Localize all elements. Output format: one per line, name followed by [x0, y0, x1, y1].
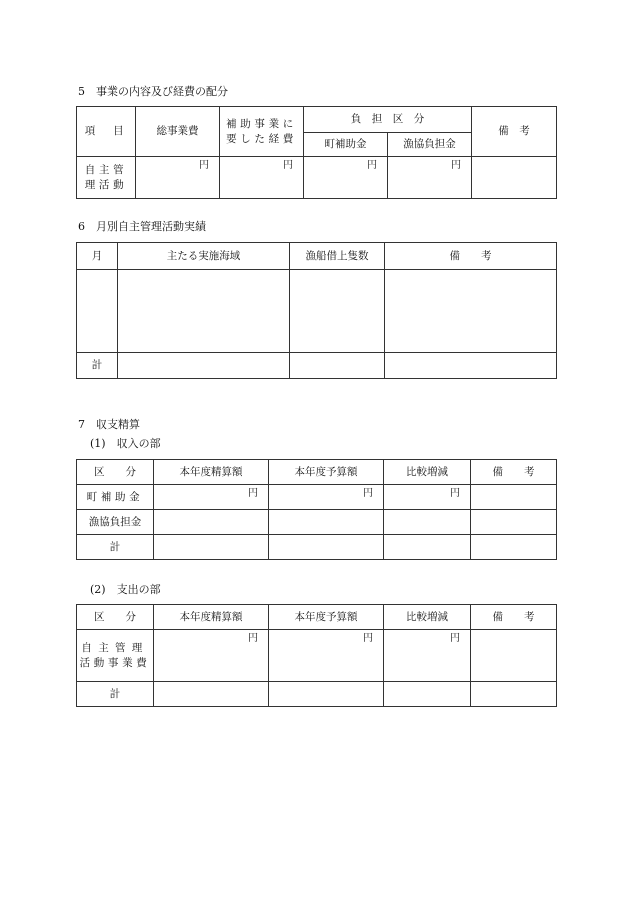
total-settled: [154, 682, 269, 707]
total-label: 計: [77, 535, 154, 560]
total-area: [118, 353, 290, 379]
header-remarks: 備 考: [472, 107, 557, 157]
cell-area: [118, 270, 290, 353]
header-diff: 比較増減: [384, 460, 471, 485]
expense-subtitle: (2) 支出の部: [90, 583, 161, 596]
header-category: 区 分: [77, 460, 154, 485]
budget-allocation-table: [76, 106, 557, 199]
section7-title: 7 収支精算: [78, 418, 140, 431]
cell-month: [77, 270, 118, 353]
row-fishery-share: 漁協負担金: [77, 510, 154, 535]
row-self-management-expense: [77, 630, 154, 682]
expense-table: [76, 604, 557, 707]
total-budget: [269, 682, 384, 707]
cell-remarks: [471, 630, 557, 682]
income-table: [76, 459, 557, 560]
total-label: 計: [77, 353, 118, 379]
cell-budget: 円: [269, 630, 384, 682]
header-subsidized-cost: [220, 107, 304, 157]
cell-diff: [384, 510, 471, 535]
total-label: 計: [77, 682, 154, 707]
row-label-line2: 活動事業費: [79, 656, 151, 669]
cell-settled: 円: [154, 485, 269, 510]
header-fishery-share: 漁協負担金: [388, 133, 472, 157]
cell-settled: [154, 510, 269, 535]
row-label-line1: 自主管: [84, 164, 128, 177]
header-subsidized-cost-line2: 要した経費: [226, 132, 297, 145]
row-town-subsidy: 町補助金: [77, 485, 154, 510]
total-diff: [384, 682, 471, 707]
header-total-cost: 総事業費: [136, 107, 220, 157]
header-remarks: 備 考: [471, 605, 557, 630]
header-town-subsidy: 町補助金: [304, 133, 388, 157]
header-category: 区 分: [77, 605, 154, 630]
total-boats: [290, 353, 385, 379]
monthly-activity-table: [76, 242, 557, 379]
cell-remarks: [471, 485, 557, 510]
cell-town-subsidy: 円: [304, 157, 388, 199]
cell-settled: 円: [154, 630, 269, 682]
header-budget: 本年度予算額: [269, 460, 384, 485]
cell-remarks: [472, 157, 557, 199]
cell-total-cost: 円: [136, 157, 220, 199]
header-settled: 本年度精算額: [154, 460, 269, 485]
cell-boats: [290, 270, 385, 353]
header-boats: 漁船借上隻数: [290, 243, 385, 270]
header-item: 項 目: [77, 107, 136, 157]
income-subtitle: (1) 収入の部: [90, 437, 161, 450]
cell-budget: 円: [269, 485, 384, 510]
row-label-self-management: [77, 157, 136, 199]
section5-title: 5 事業の内容及び経費の配分: [78, 85, 228, 98]
cell-fishery-share: 円: [388, 157, 472, 199]
header-remarks: 備 考: [471, 460, 557, 485]
total-diff: [384, 535, 471, 560]
header-burden: 負 担 区 分: [304, 107, 472, 133]
total-remarks: [385, 353, 557, 379]
header-subsidized-cost-line1: 補助事業に: [226, 118, 297, 131]
cell-remarks: [471, 510, 557, 535]
header-budget: 本年度予算額: [269, 605, 384, 630]
header-settled: 本年度精算額: [154, 605, 269, 630]
header-diff: 比較増減: [384, 605, 471, 630]
total-remarks: [471, 535, 557, 560]
cell-diff: 円: [384, 485, 471, 510]
cell-budget: [269, 510, 384, 535]
row-label-line1: 自主管理: [81, 642, 149, 655]
total-settled: [154, 535, 269, 560]
header-area: 主たる実施海域: [118, 243, 290, 270]
header-month: 月: [77, 243, 118, 270]
row-label-line2: 理活動: [84, 178, 128, 191]
cell-subsidized-cost: 円: [220, 157, 304, 199]
section6-title: 6 月別自主管理活動実績: [78, 220, 206, 233]
header-remarks: 備 考: [385, 243, 557, 270]
cell-remarks: [385, 270, 557, 353]
total-budget: [269, 535, 384, 560]
cell-diff: 円: [384, 630, 471, 682]
total-remarks: [471, 682, 557, 707]
